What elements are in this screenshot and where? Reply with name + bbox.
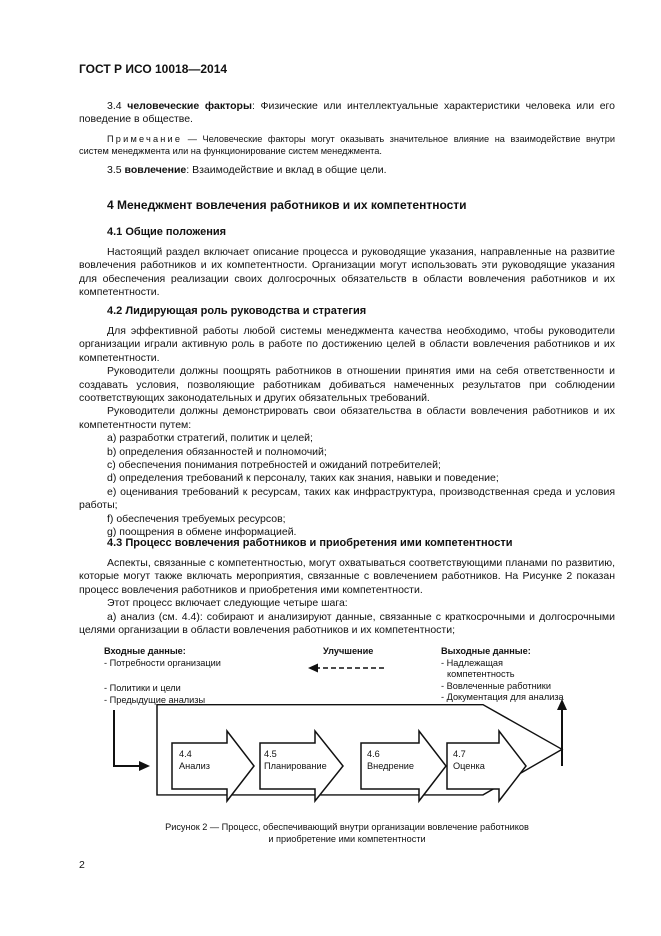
note-label: Примечание bbox=[107, 134, 183, 144]
output-item: - Документация для анализа bbox=[441, 692, 564, 702]
step-name: Планирование bbox=[264, 760, 327, 771]
subsection-heading: 4.1 Общие положения bbox=[107, 226, 227, 238]
subsection-heading: 4.3 Процесс вовлечения работников и приобретения ими компетентности bbox=[107, 537, 513, 549]
paragraph: Этот процесс включает следующие четыре шага: bbox=[107, 597, 348, 610]
paragraph: Аспекты, связанные с компетентностью, могут охватываться соответствующими планами по развитию, которые могут также включать мероприятия, связанные с вовлечением работников. На Рисунке 2 показан процесс вовлечения работников и приобретения ими компетентности. bbox=[79, 557, 615, 596]
paragraph: Для эффективной работы любой системы менеджмента качества необходимо, чтобы руководители организации играли активную роль в работе по достижению целей в области вовлечения работников и их компетентности. bbox=[79, 325, 615, 364]
term-name: человеческие факторы bbox=[127, 100, 252, 112]
term-3-5 bbox=[79, 164, 615, 177]
list-item: а) разработки стратегий, политик и целей; bbox=[107, 432, 313, 445]
improvement-label: Улучшение bbox=[323, 646, 374, 656]
figure-caption bbox=[79, 821, 615, 845]
input-item: - Политики и цели bbox=[104, 683, 181, 693]
outputs-block bbox=[441, 646, 564, 704]
step-name: Внедрение bbox=[367, 760, 415, 771]
step-label-analysis bbox=[179, 749, 210, 772]
term-name: вовлечение bbox=[124, 164, 187, 176]
outputs-title: Выходные данные: bbox=[441, 646, 531, 656]
list-item: f) обеспечения требуемых ресурсов; bbox=[107, 512, 286, 525]
subsection-heading: 4.2 Лидирующая роль руководства и стратегия bbox=[107, 305, 367, 317]
term-number: 3.5 bbox=[107, 164, 122, 176]
section-4-3-body bbox=[79, 557, 615, 637]
output-item: - Надлежащая bbox=[441, 657, 503, 668]
term-definition: : Физические или интеллектуальные характеристики человека или его поведение в обществе. bbox=[79, 100, 615, 126]
inputs-block bbox=[104, 646, 221, 706]
output-item: - Вовлеченные работники bbox=[441, 680, 551, 691]
term-definition: : Взаимодействие и вклад в общие цели. bbox=[186, 164, 387, 176]
input-item: - Потребности организации bbox=[104, 657, 221, 668]
step-label-implementation bbox=[367, 749, 414, 772]
list-item: g) поощрения в обмене информацией. bbox=[107, 526, 297, 539]
inputs-title: Входные данные: bbox=[104, 646, 186, 656]
note-text: — Человеческие факторы могут оказывать значительное влияние на взаимодействие внутри систем менеджмента или на функционирование систем менеджмента. bbox=[79, 134, 615, 156]
step-number: 4.5 bbox=[264, 749, 277, 759]
caption-line: Рисунок 2 — Процесс, обеспечивающий внутри организации вовлечение работников bbox=[165, 822, 529, 832]
step-number: 4.7 bbox=[453, 749, 466, 759]
term-number: 3.4 bbox=[107, 100, 122, 112]
step-name: Оценка bbox=[453, 760, 485, 771]
step-label-evaluation bbox=[453, 749, 485, 772]
process-figure bbox=[79, 642, 579, 807]
list bbox=[79, 432, 615, 539]
step-label-planning bbox=[264, 749, 327, 772]
paragraph: Руководители должны поощрять работников в отношении принятия ими на себя ответственности и создавать условия, позволяющие работникам добиваться намеченных результатов при соблюдении соответствующих законодательных и других обязательных требований. bbox=[79, 365, 615, 405]
list-item: d) определения требований к персоналу, таких как знания, навыки и поведение; bbox=[107, 472, 499, 485]
step-name: Анализ bbox=[179, 760, 211, 771]
list-item: с) обеспечения понимания потребностей и ожиданий потребителей; bbox=[107, 459, 441, 472]
step-number: 4.6 bbox=[367, 749, 380, 759]
list-item: е) оценивания требований к ресурсам, таких как инфраструктура, производственная среда и условия работы; bbox=[79, 485, 615, 512]
page-number: 2 bbox=[79, 859, 85, 871]
section-4-2-body bbox=[79, 325, 615, 540]
note bbox=[79, 133, 615, 157]
improvement-arrowhead bbox=[308, 664, 318, 673]
input-arrowhead bbox=[139, 761, 150, 771]
paragraph: Руководители должны демонстрировать свои обязательства в области вовлечения работников и их компетентности путем: bbox=[79, 405, 615, 431]
paragraph: а) анализ (см. 4.4): собирают и анализируют данные, связанные с краткосрочными и долгосрочными целями организации в области вовлечения работников и их компетентности; bbox=[79, 610, 615, 637]
paragraph: Настоящий раздел включает описание процесса и руководящие указания, направленные на развитие вовлечения работников и их компетентности. Организации могут использовать эти руководящие указания для обеспечения реализации своих долгосрочных обязательств в области вовлечения работников и их компетентности. bbox=[79, 246, 615, 299]
output-item: компетентность bbox=[447, 669, 515, 679]
document-header: ГОСТ Р ИСО 10018—2014 bbox=[79, 62, 228, 76]
list-item: b) определения обязанностей и полномочий; bbox=[107, 445, 327, 458]
step-number: 4.4 bbox=[179, 749, 192, 759]
input-item: - Предыдущие анализы bbox=[104, 694, 206, 705]
term-3-4 bbox=[79, 100, 615, 127]
section-heading: 4 Менеджмент вовлечения работников и их компетентности bbox=[107, 198, 467, 212]
caption-line: и приобретение ими компетентности bbox=[268, 834, 426, 844]
input-connector bbox=[114, 710, 141, 766]
